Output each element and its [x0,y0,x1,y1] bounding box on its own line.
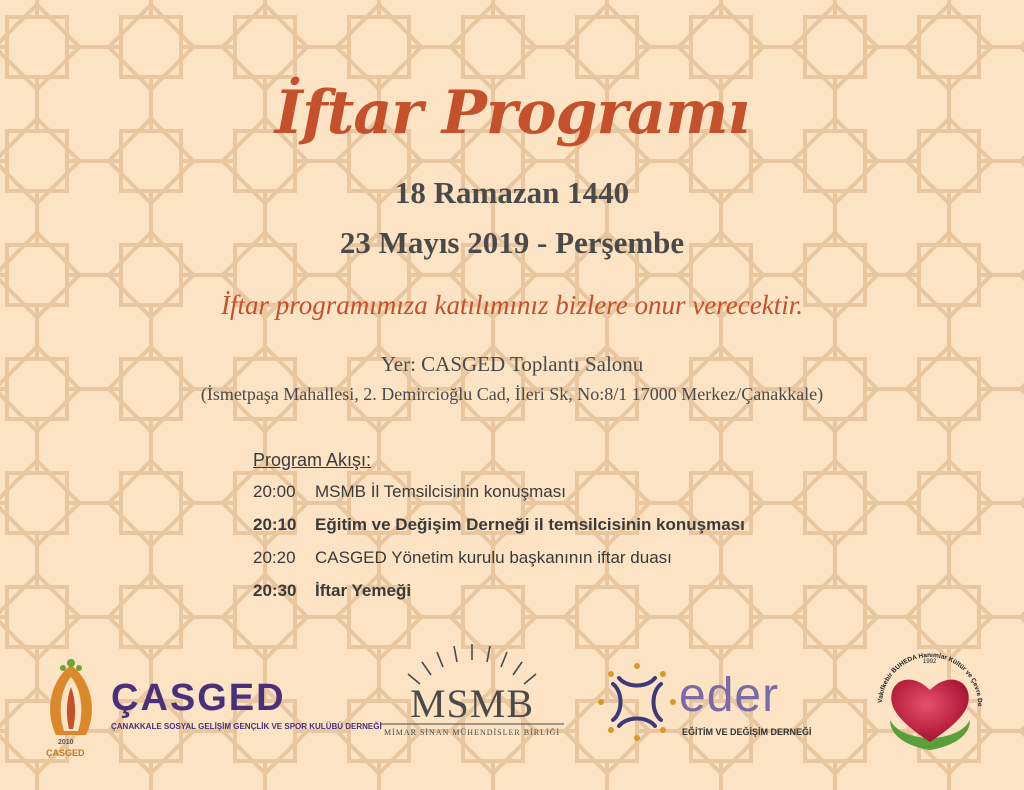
casged-year: 2010 [58,739,74,746]
casged-logo [36,655,382,765]
casged-small-name: ÇASGED [46,748,85,758]
eder-subtitle: EĞİTİM VE DEĞİŞİM DERNEĞİ [682,727,812,737]
program-item [253,515,745,548]
page-title: İftar Programı [274,78,750,148]
gregorian-date: 23 Mayıs 2019 - Perşembe [339,225,685,260]
tulip-icon [36,655,106,750]
program-item-time: 20:00 [253,482,296,501]
hanimlar-text: Vakıfkebir BUHEDA Hanımlar Kültür ve Çevre De [877,651,984,707]
program-schedule [253,450,745,614]
hanimlar-logo [870,650,990,760]
invitation-text: İftar programımıza katılımınız bizlere onur verecektir. [221,290,803,320]
program-item-text: İftar Yemeği [315,581,412,600]
program-item-time: 20:10 [253,515,297,534]
bracket-square-icon [597,662,677,742]
program-item [253,581,745,614]
msmb-logo [372,640,572,750]
program-item-time: 20:30 [253,581,297,600]
eder-logo [597,660,817,750]
eder-name: eder [679,669,780,722]
msmb-subtitle: MİMAR SİNAN MÜHENDİSLER BİRLİĞİ [383,728,561,737]
casged-subtitle: ÇANAKKALE SOSYAL GELİŞİM GENÇLİK VE SPOR KULÜBÜ DERNEĞİ [111,722,382,731]
program-item [253,548,745,581]
heart-leaves-icon [870,650,990,760]
program-item-text: MSMB İl Temsilcisinin konuşması [315,482,566,501]
hanimlar-year: 1992 [923,659,937,665]
casged-name: ÇASGED [111,677,286,719]
hijri-date: 18 Ramazan 1440 [394,175,630,210]
program-item [253,482,745,515]
program-heading: Program Akışı: [253,450,372,470]
venue-address: (İsmetpaşa Mahallesi, 2. Demircioğlu Cad, İleri Sk, No:8/1 17000 Merkez/Çanakkale) [200,384,824,404]
program-item-time: 20:20 [253,548,296,567]
msmb-name: MSMB [409,681,535,726]
program-item-text: Eğitim ve Değişim Derneği il temsilcisinin konuşması [315,515,745,534]
venue-line: Yer: CASGED Toplantı Salonu [380,352,644,376]
program-item-text: CASGED Yönetim kurulu başkanının iftar duası [315,548,672,567]
